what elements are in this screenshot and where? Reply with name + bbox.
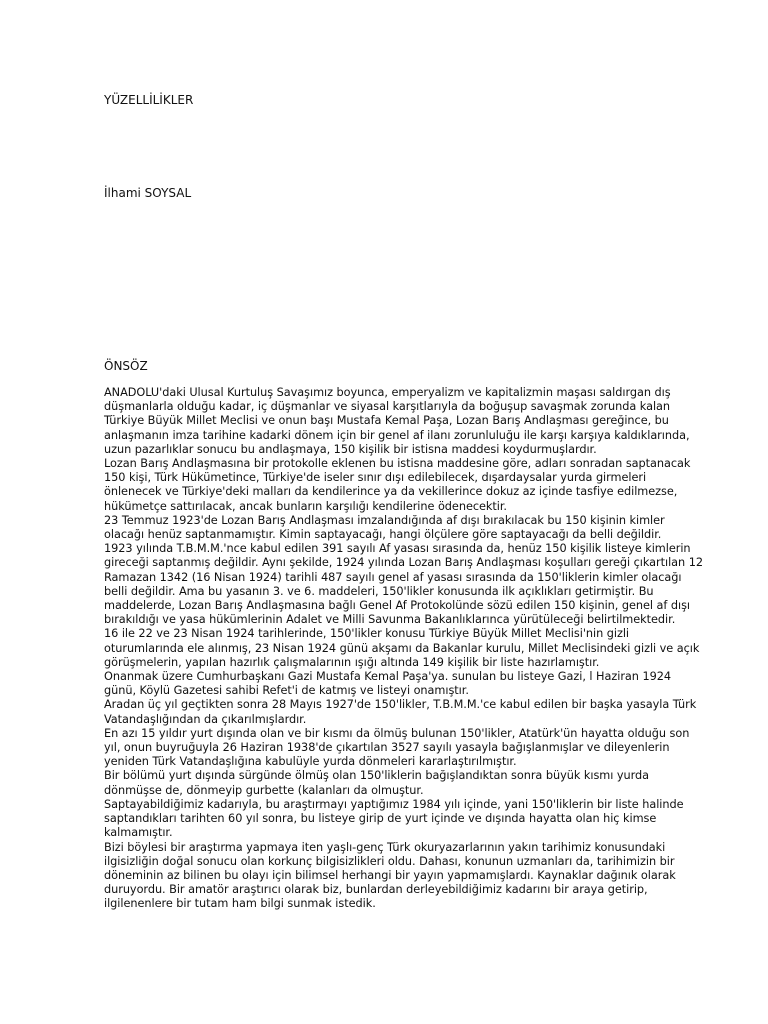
paragraph: Bir bölümü yurt dışında sürgünde ölmüş olan 150'liklerin bağışlandıktan sonra büyük kısmı yurda dönmüşse de, dönmeyip gurbette (kalanları da olmuştur.: [104, 769, 649, 797]
paragraph: Saptayabildiğimiz kadarıyla, bu araştırmayı yaptığımız 1984 yılı içinde, yani 150'liklerin bir liste halinde saptandıkları tarihten 60 yıl sonra, bu listeye girip de yurt içinde ve dışında hayatta olan hiç kimse kalmamıştır.: [104, 797, 684, 840]
paragraph: Bizi böylesi bir araştırma yapmaya iten yaşlı-genç Türk okuryazarlarının yakın tarihimiz konusundaki ilgisizliğin doğal sonucu olan korkunç bilgisizlikleri oldu. Dahası, konunun uzmanları da, tarihimizin bir döneminin az bilinen bu olayı için bilimsel herhangi bir yayın yapmamışlardı. Kaynaklar dağınık olarak duruyordu. Bir amatör araştırıcı olarak biz, bunlardan derleyebildiğimiz kadarını bir araya getirip, ilgilenenlere bir tutam ham bilgi sunmak istedik.: [104, 840, 676, 911]
paragraph: 1923 yılında T.B.M.M.'nce kabul edilen 391 sayılı Af yasası sırasında da, henüz 150 kişilik listeye kimlerin gireceği saptanmış değildir. Aynı şekilde, 1924 yılında Lozan Barış Andlaşması koşulları gereği çıkartılan 12 Ramazan 1342 (16 Nisan 1924) tarihli 487 sayılı genel af yasası sırasında da 150'liklerin kimler olacağı belli değildir. Ama bu yasanın 3. ve 6. maddeleri, 150'likler konusunda ilk açıklıkları getirmiştir. Bu maddelerde, Lozan Barış Andlaşmasına bağlı Genel Af Protokolünde sözü edilen 150 kişinin, genel af dışı bırakıldığı ve yasa hükümlerinin Adalet ve Milli Savunma Bakanlıklarınca yürütüleceği belirtilmektedir.: [104, 542, 703, 627]
preface-body: [104, 386, 704, 912]
paragraph: 16 ile 22 ve 23 Nisan 1924 tarihlerinde, 150'likler konusu Türkiye Büyük Millet Meclisi'nin gizli oturumlarında ele alınmış, 23 Nisan 1924 günü akşamı da Bakanlar kurulu, Millet Meclisindeki gizli ve açık görüşmelerin, yapılan hazırlık çalışmalarının ışığı altında 149 kişilik bir liste hazırlamıştır.: [104, 627, 700, 669]
author-name: İlhami SOYSAL: [104, 186, 192, 200]
paragraph: 23 Temmuz 1923'de Lozan Barış Andlaşması imzalandığında af dışı bırakılacak bu 150 kişinin kimler olacağı henüz saptanmamıştır. Kimin saptayacağı, hangi ölçülere göre saptayacağı da belli değildir.: [104, 513, 665, 542]
document-title: YÜZELLİLİKLER: [104, 93, 194, 107]
section-heading-preface: ÖNSÖZ: [104, 359, 148, 373]
paragraph: Onanmak üzere Cumhurbaşkanı Gazi Mustafa Kemal Paşa'ya. sunulan bu listeye Gazi, l Haziran 1924 günü, Köylü Gazetesi sahibi Refet'i de katmış ve listeyi onamıştır.: [104, 670, 672, 698]
paragraph: Lozan Barış Andlaşmasına bir protokolle eklenen bu istisna maddesine göre, adları sonradan saptanacak 150 kişi, Türk Hükümetince, Türkiye'de iseler sınır dışı edilebilecek, dışardaysalar yurda girmeleri önlenecek ve Türkiye'deki malları da kendilerince ya da vekillerince dokuz az içinde tasfiye edilmezse, hükümetçe sattırılacak, ancak bunların karşılığı kendilerine ödenecektir.: [104, 457, 691, 513]
paragraph: En azı 15 yıldır yurt dışında olan ve bir kısmı da ölmüş bulunan 150'likler, Atatürk'ün hayatta olduğu son yıl, onun buyruğuyla 26 Haziran 1938'de çıkartılan 3527 sayılı yasayla bağışlanmışlar ve dileyenlerin yeniden Türk Vatandaşlığına kabulüyle yurda dönmeleri kararlaştırılmıştır.: [104, 726, 690, 769]
paragraph: Aradan üç yıl geçtikten sonra 28 Mayıs 1927'de 150'likler, T.B.M.M.'ce kabul edilen bir başka yasayla Türk Vatandaşlığından da çıkarılmışlardır.: [104, 698, 697, 726]
paragraph: ANADOLU'daki Ulusal Kurtuluş Savaşımız boyunca, emperyalizm ve kapitalizmin maşası saldırgan dış düşmanlarla olduğu kadar, iç düşmanlar ve siyasal karşıtlarıyla da boğuşup savaşmak zorunda kalan Türkiye Büyük Millet Meclisi ve onun başı Mustafa Kemal Paşa, Lozan Barış Andlaşması gereğince, bu anlaşmanın imza tarihine kadarki dönem için bir genel af ilanı zorunluluğu ile karşı karşıya kaldıklarında, uzun pazarlıklar sonucu bu andlaşmaya, 150 kişilik bir istisna maddesi koydurmuşlardır.: [104, 386, 690, 456]
